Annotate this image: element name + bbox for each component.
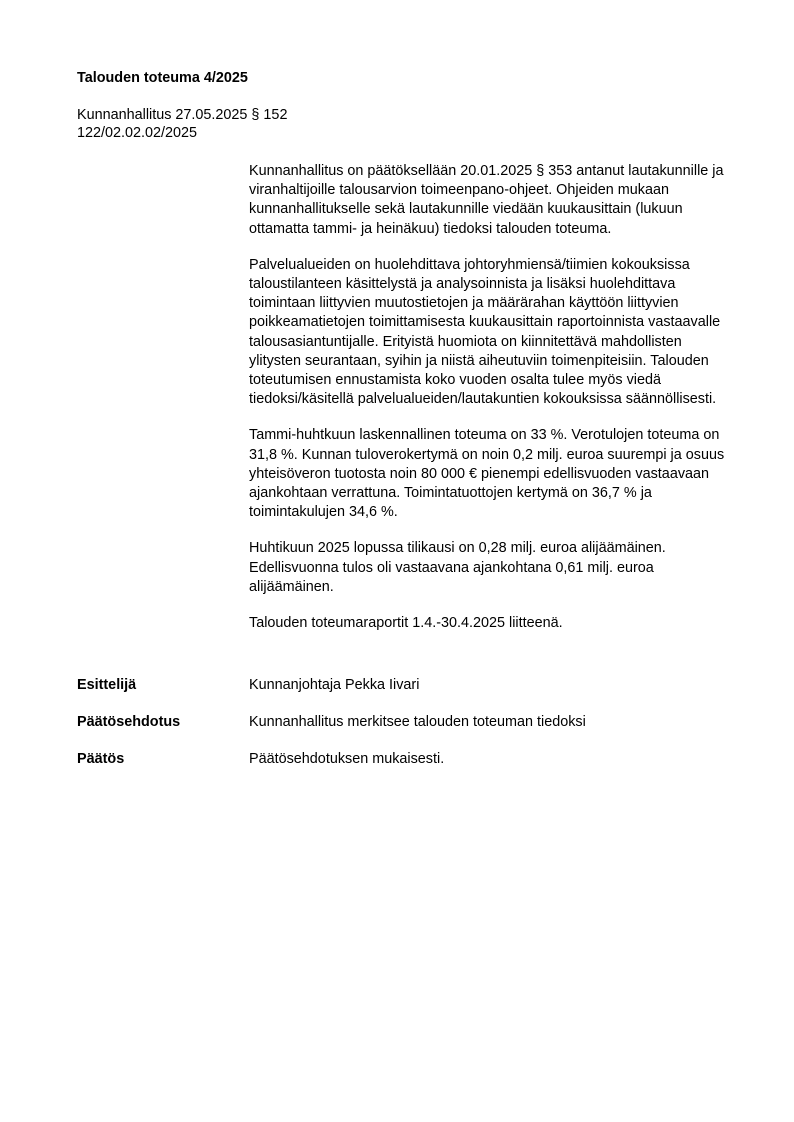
document-meta xyxy=(77,107,287,142)
decision-value: Päätösehdotuksen mukaisesti. xyxy=(249,751,445,767)
paragraph-attachments: Talouden toteumaraportit 1.4.-30.4.2025 liitteenä. xyxy=(249,615,563,632)
meeting-reference: Kunnanhallitus 27.05.2025 § 152 xyxy=(77,107,288,123)
paragraph-service-areas: Palvelualueiden on huolehdittava johtoryhmiensä/tiimien kokouksissa taloustilanteen käsittelystä ja analysoinnista ja lisäksi huolehdittava toimintaan liittyvien muutostietojen ja määrärahan käyttöön liittyvien poikkeamatietojen toimittamisesta kuukausittain raportoinnista vastaavalle talousasiantuntijalle. Erityistä huomiota on kiinnitettävä mahdollisten ylitysten seurantaan, syihin ja niistä aiheutuviin toimenpiteisiin. Talouden toteutumisen ennustamista koko vuoden osalta tulee myös viedä tiedoksi/käsitellä palvelualueiden/lautakuntien kokouksissa säännöllisesti. xyxy=(249,256,721,408)
record-number: 122/02.02.02/2025 xyxy=(77,124,198,141)
presenter-value: Kunnanjohtaja Pekka Iivari xyxy=(249,677,420,693)
presenter-label: Esittelijä xyxy=(77,677,137,693)
paragraph-realization: Tammi-huhtkuun laskennallinen toteuma on 33 %. Verotulojen toteuma on 31,8 %. Kunnan tuloverokertymä on noin 0,2 milj. euroa suurempi ja osuus yhteisöveron tuotosta noin 80 000 € pienempi edellisvuoden vastaavaan ajankohtaan verrattuna. Toimintatuottojen kertymä on 36,7 % ja toimintakulujen 34,6 %. xyxy=(249,427,725,521)
document-title: Talouden toteuma 4/2025 xyxy=(77,70,248,86)
paragraph-deficit: Huhtikuun 2025 lopussa tilikausi on 0,28 milj. euroa alijäämäinen. Edellisvuonna tulos oli vastaavana ajankohtana 0,61 milj. euroa alijäämäinen. xyxy=(249,540,666,595)
document-body xyxy=(249,162,737,650)
proposal-value: Kunnanhallitus merkitsee talouden toteuman tiedoksi xyxy=(249,714,586,730)
proposal-label: Päätösehdotus xyxy=(77,714,181,730)
paragraph-instructions: Kunnanhallitus on päätöksellään 20.01.2025 § 353 antanut lautakunnille ja viranhaltijoille talousarvion toimeenpano-ohjeet. Ohjeiden mukaan kunnanhallitukselle sekä lautakunnille viedään kuukausittain (lukuun ottamatta tammi- ja heinäkuu) tiedoksi talouden toteuma. xyxy=(249,163,724,237)
decision-label: Päätös xyxy=(77,751,125,767)
